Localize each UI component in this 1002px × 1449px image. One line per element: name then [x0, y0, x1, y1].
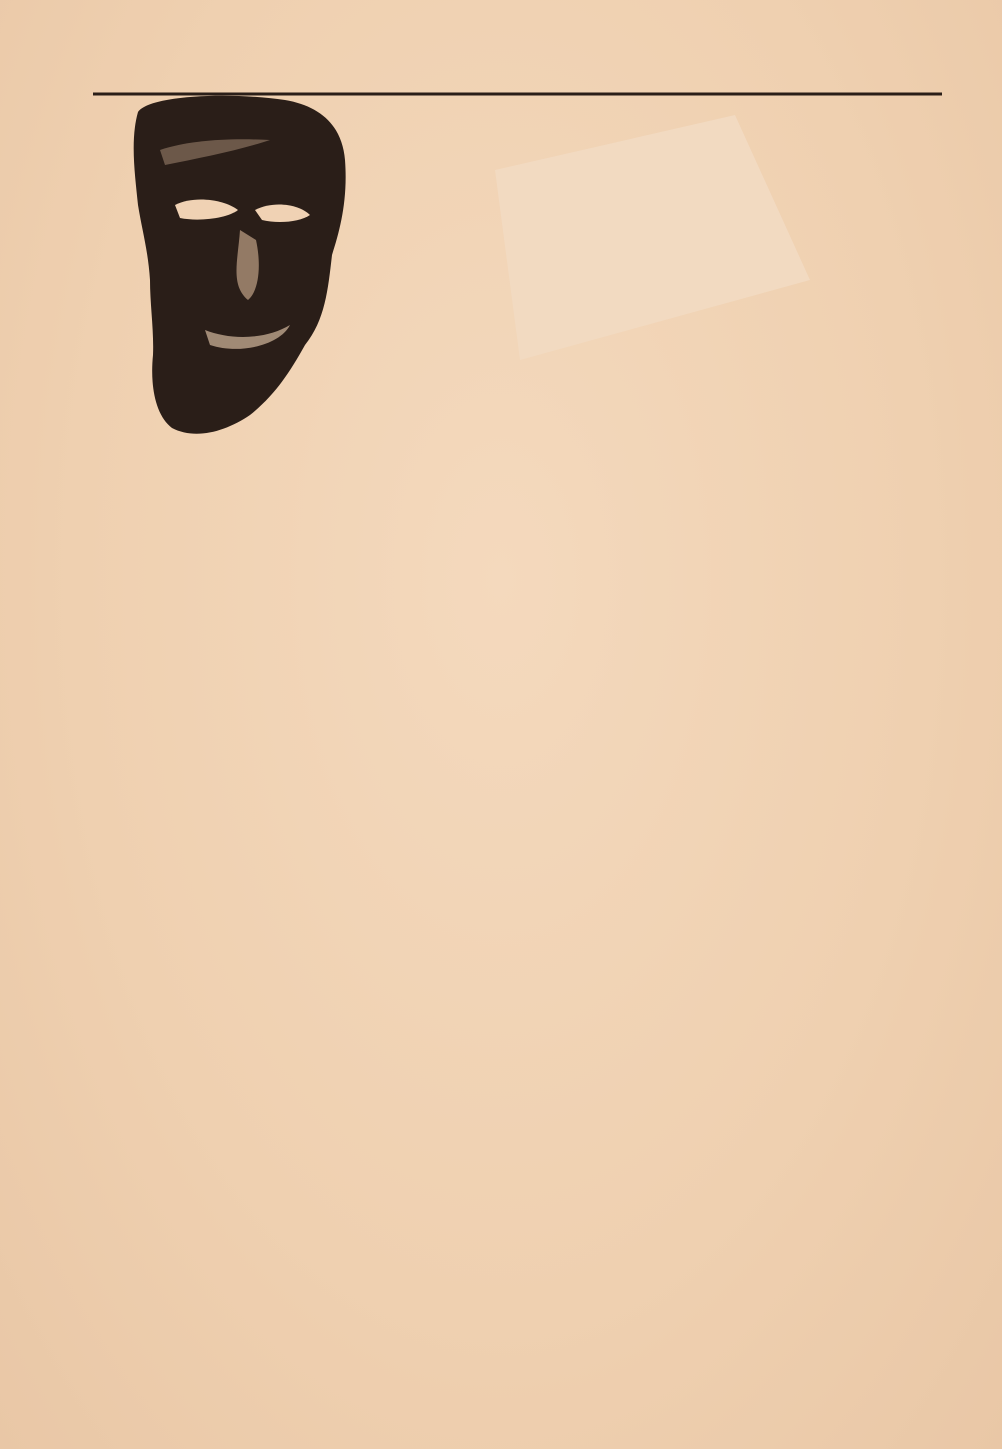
artigas-portrait: [134, 96, 346, 434]
header-illustration: [0, 0, 1002, 450]
